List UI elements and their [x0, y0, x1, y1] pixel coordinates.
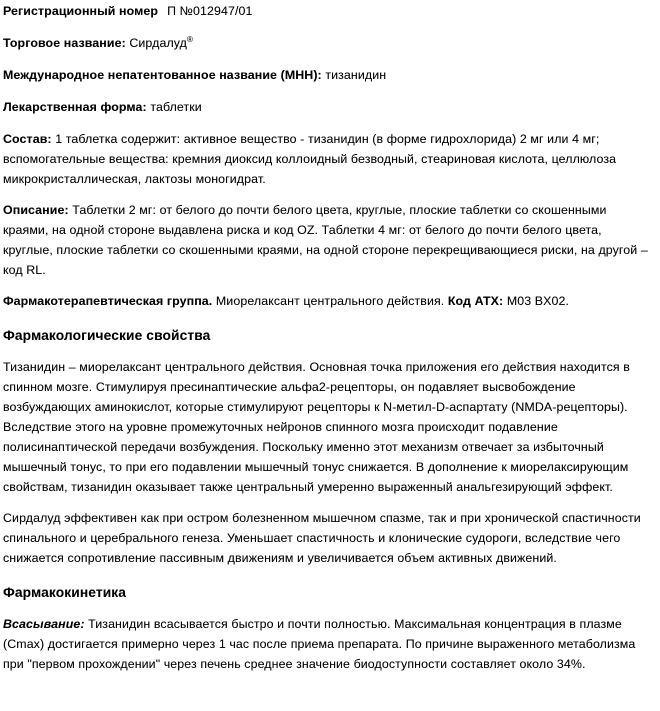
trade-name-value: Сирдалуд — [129, 36, 187, 50]
trade-name-label: Торговое название: — [3, 36, 126, 50]
inn-value: тизанидин — [325, 68, 387, 82]
pharm-group-paragraph — [3, 291, 654, 311]
atc-code-value: M03 BX02. — [506, 294, 570, 308]
composition-label: Состав: — [3, 132, 52, 146]
dosage-form-value: таблетки — [150, 100, 202, 114]
atc-code-label: Код АТХ: — [447, 294, 504, 308]
description-paragraph — [3, 200, 654, 280]
trade-name-row — [3, 33, 654, 53]
inn-row — [3, 65, 654, 85]
registration-number-row — [3, 1, 654, 21]
pharmacology-heading: Фармакологические свойства — [3, 328, 211, 343]
absorption-text: Тизанидин всасывается быстро и почти полностью. Максимальная концентрация в плазме (Cmax) достигается примерно через 1 час после приема препарата. По причине выраженного метаболизма при "первом прохождении" через печень среднее значение биодоступности составляет около 34%. — [3, 617, 636, 671]
absorption-paragraph — [3, 614, 654, 674]
description-text: Таблетки 2 мг: от белого до почти белого цвета, круглые, плоские таблетки со скошенными краями, на одной стороне выдавлена риска и код OZ. Таблетки 4 мг: от белого до почти белого цвета, круглые, плоские таблетки со скошенными краями, на одной стороне перекрещивающиеся риски, на другой – код RL. — [3, 203, 648, 277]
composition-paragraph — [3, 129, 654, 189]
composition-text: 1 таблетка содержит: активное вещество - тизанидин (в форме гидрохлорида) 2 мг или 4 мг; вспомогательные вещества: кремния диоксид коллоидный безводный, стеариновая кислота, целлюлоза микрокристаллическая, лактозы моногидрат. — [3, 132, 617, 186]
efficacy-text: Сирдалуд эффективен как при остром болезненном мышечном спазме, так и при хронической спастичности спинального и церебрального генеза. Уменьшает спастичность и клонические судороги, вследствие чего снижается сопротивление пассивным движениям и увеличивается объем активных движений. — [3, 511, 641, 565]
dosage-form-row — [3, 97, 654, 117]
registration-number-label: Регистрационный номер — [3, 4, 159, 18]
dosage-form-label: Лекарственная форма: — [3, 100, 147, 114]
inn-label: Международное непатентованное название (МНН): — [3, 68, 322, 82]
pharm-group-label: Фармакотерапевтическая группа. — [3, 294, 213, 308]
description-label: Описание: — [3, 203, 69, 217]
pharm-group-text: Миорелаксант центрального действия. — [215, 294, 445, 308]
registration-number-value: П №012947/01 — [167, 4, 253, 18]
registered-trademark-mark: ® — [186, 34, 193, 44]
pharmacokinetics-heading: Фармакокинетика — [3, 585, 127, 600]
absorption-label: Всасывание: — [3, 617, 85, 631]
pharmacodynamics-text: Тизанидин – миорелаксант центрального действия. Основная точка приложения его действия находится в спинном мозге. Стимулируя пресинаптические альфа2-рецепторы, он подавляет высвобождение возбуждающих аминокислот, которые стимулируют рецепторы к N-метил-D-аспартату (NMDA-рецепторы). Вследствие этого на уровне промежуточных нейронов спинного мозга происходит подавление полисинаптической передачи возбуждения. Поскольку именно этот механизм отвечает за избыточный мышечный тонус, то при его подавлении мышечный тонус снижается. В дополнение к миорелаксирующим свойствам, тизанидин оказывает также центральный умеренно выраженный анальгезирующий эффект. — [3, 360, 630, 494]
efficacy-paragraph — [3, 508, 654, 568]
pharmacodynamics-paragraph — [3, 357, 654, 497]
